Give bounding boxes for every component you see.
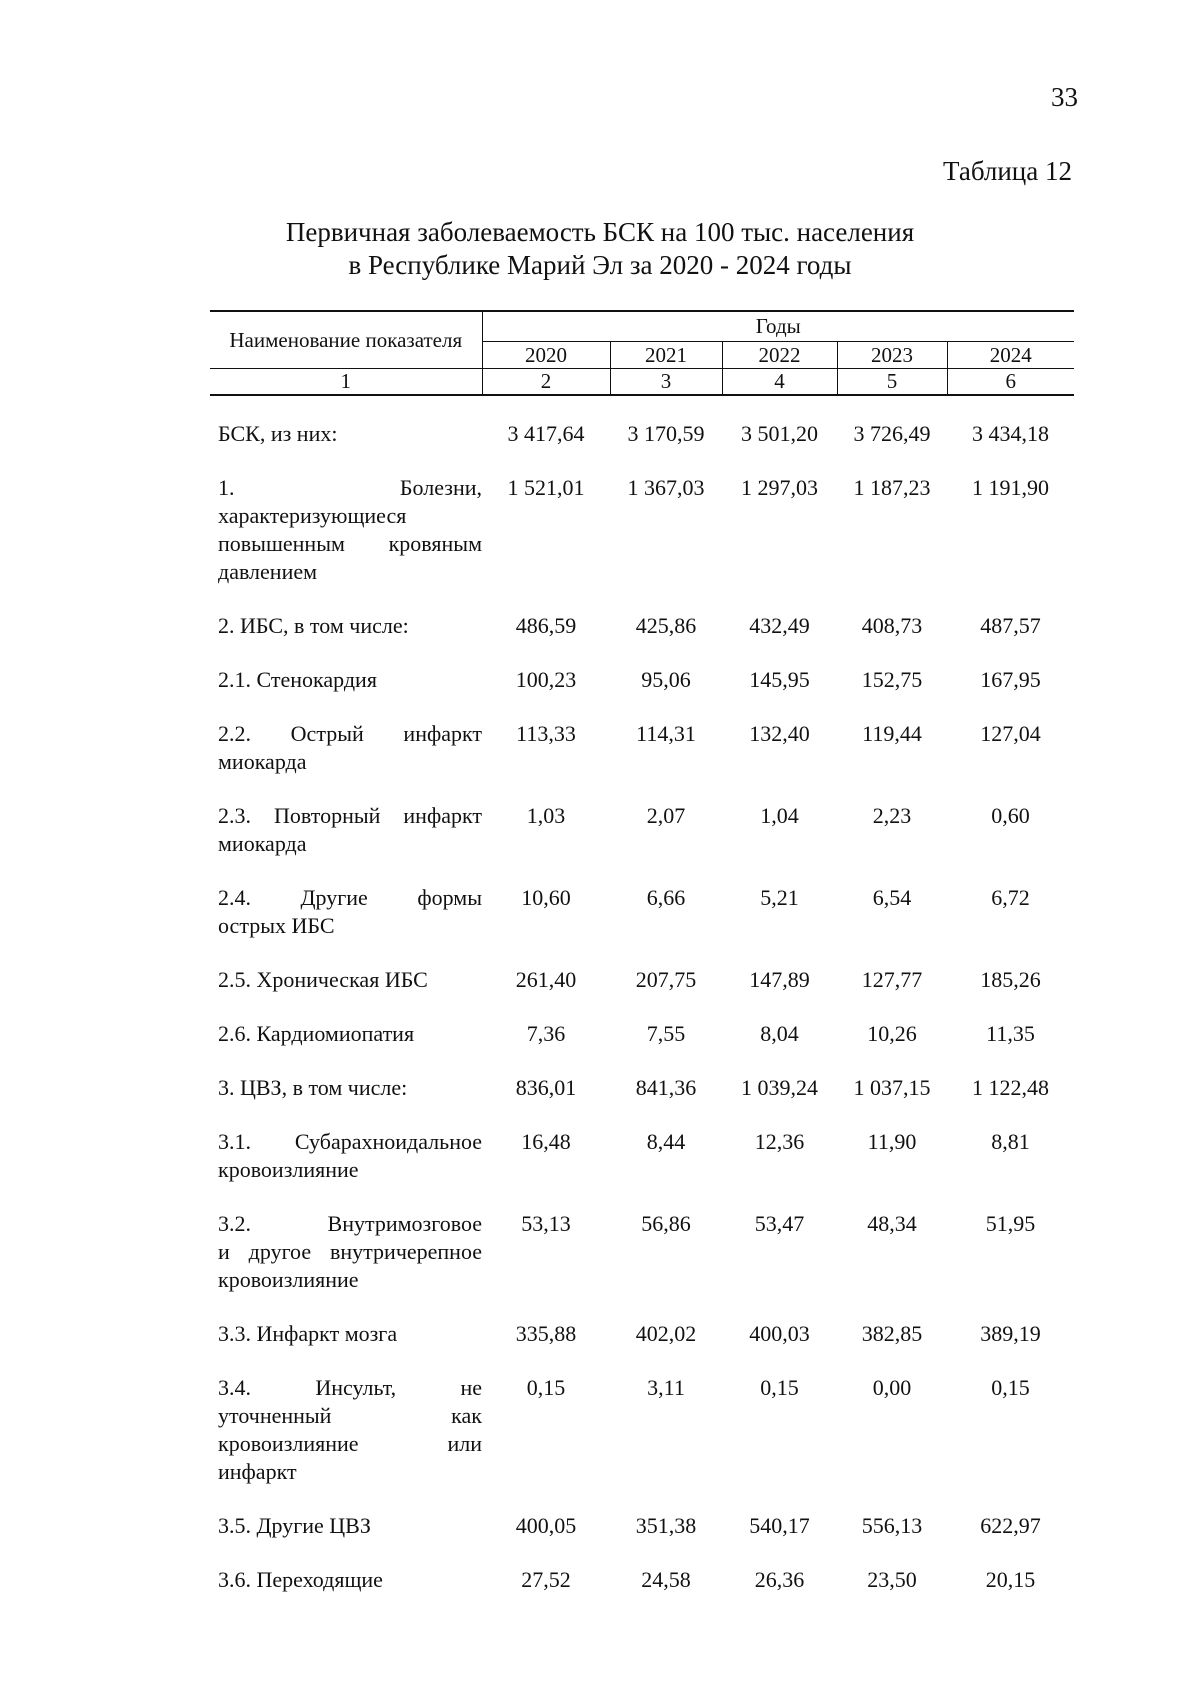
row-value-2024: 8,81 bbox=[991, 1129, 1030, 1154]
table-header bbox=[210, 310, 1074, 396]
row-value-2021: 841,36 bbox=[635, 1075, 697, 1100]
row-value-2020: 261,40 bbox=[515, 967, 577, 992]
row-value-2022: 540,17 bbox=[749, 1513, 810, 1538]
row-value-2021: 8,44 bbox=[646, 1129, 686, 1154]
row-value-2024: 487,57 bbox=[980, 613, 1041, 638]
row-value-2021: 1 367,03 bbox=[627, 475, 705, 500]
row-name bbox=[210, 720, 482, 776]
header-year-2024: 2024 bbox=[989, 342, 1032, 367]
table-row bbox=[210, 1320, 1074, 1348]
row-value-2020: 27,52 bbox=[521, 1567, 571, 1592]
row-value-2022: 147,89 bbox=[749, 967, 810, 992]
row-value-2023: 152,75 bbox=[861, 667, 923, 692]
row-value-2024: 20,15 bbox=[985, 1567, 1036, 1592]
row-value-2023: 119,44 bbox=[862, 721, 922, 746]
row-value-2023: 0,00 bbox=[872, 1375, 912, 1400]
row-name-line: характеризующиеся bbox=[218, 503, 407, 528]
row-value-2022: 8,04 bbox=[760, 1021, 799, 1046]
table-row bbox=[210, 1074, 1074, 1102]
row-value-2020: 53,13 bbox=[521, 1211, 571, 1236]
table-body bbox=[210, 420, 1074, 1620]
row-value-2024: 51,95 bbox=[985, 1211, 1036, 1236]
table-row bbox=[210, 474, 1074, 586]
row-value-2021: 402,02 bbox=[635, 1321, 697, 1346]
table-row bbox=[210, 1020, 1074, 1048]
row-name-line: 2.6. Кардиомиопатия bbox=[218, 1021, 415, 1046]
row-value-2022: 400,03 bbox=[749, 1321, 810, 1346]
header-year-2022: 2022 bbox=[722, 342, 837, 369]
row-value-2023: 10,26 bbox=[867, 1021, 917, 1046]
header-year-2021: 2021 bbox=[610, 342, 722, 369]
table-title-line2: в Республике Марий Эл за 2020 - 2024 годы bbox=[348, 250, 852, 280]
row-value-2024: 0,15 bbox=[991, 1375, 1030, 1400]
row-value-2024: 0,60 bbox=[991, 803, 1030, 828]
row-name-line: инфаркт bbox=[218, 1459, 297, 1484]
row-value-2023: 1 037,15 bbox=[853, 1075, 931, 1100]
row-value-2022: 1 297,03 bbox=[741, 475, 818, 500]
row-value-2024: 3 434,18 bbox=[972, 421, 1049, 446]
row-name-line: кровоизлияние или bbox=[218, 1431, 482, 1456]
row-name bbox=[210, 666, 482, 694]
row-name bbox=[210, 1074, 482, 1102]
row-name-line: острых ИБС bbox=[218, 913, 335, 938]
row-name-line: 2.4. Другие формы bbox=[218, 885, 482, 910]
row-name-line: 3.1. Субарахноидальное bbox=[218, 1129, 482, 1154]
row-value-2020: 0,15 bbox=[526, 1375, 566, 1400]
row-value-2023: 556,13 bbox=[861, 1513, 923, 1538]
row-name-line: 1. Болезни, bbox=[218, 475, 482, 500]
row-name bbox=[210, 1210, 482, 1294]
row-value-2024: 185,26 bbox=[980, 967, 1041, 992]
table-row bbox=[210, 1128, 1074, 1184]
row-value-2021: 24,58 bbox=[641, 1567, 691, 1592]
col-number-1: 1 bbox=[210, 369, 482, 396]
col-number-5: 5 bbox=[837, 369, 947, 396]
row-value-2020: 16,48 bbox=[521, 1129, 571, 1154]
row-name-line: 2. ИБС, в том числе: bbox=[218, 613, 409, 638]
row-value-2021: 114,31 bbox=[636, 721, 696, 746]
row-name-line: 3.2. Внутримозговое bbox=[218, 1211, 482, 1236]
table-row bbox=[210, 420, 1074, 448]
row-value-2023: 382,85 bbox=[861, 1321, 923, 1346]
row-value-2023: 1 187,23 bbox=[853, 475, 931, 500]
row-name bbox=[210, 474, 482, 586]
row-name bbox=[210, 1512, 482, 1540]
col-number-2: 2 bbox=[482, 369, 610, 396]
row-name-line: кровоизлияние bbox=[218, 1267, 359, 1292]
row-name-line: 3.3. Инфаркт мозга bbox=[218, 1321, 398, 1346]
row-value-2024: 622,97 bbox=[980, 1513, 1041, 1538]
table-row bbox=[210, 1374, 1074, 1486]
row-value-2023: 48,34 bbox=[867, 1211, 917, 1236]
row-name bbox=[210, 1128, 482, 1184]
row-value-2023: 127,77 bbox=[861, 967, 923, 992]
header-year-2020: 2020 bbox=[482, 342, 610, 369]
table-row bbox=[210, 966, 1074, 994]
table-row bbox=[210, 612, 1074, 640]
col-number-6: 6 bbox=[947, 369, 1074, 396]
row-value-2022: 432,49 bbox=[749, 613, 810, 638]
row-name-line: 2.5. Хроническая ИБС bbox=[218, 967, 428, 992]
row-name bbox=[210, 612, 482, 640]
row-value-2022: 12,36 bbox=[754, 1129, 805, 1154]
row-name-line: 2.3. Повторный инфаркт bbox=[218, 803, 482, 828]
row-name-line: уточненный как bbox=[218, 1403, 482, 1428]
row-name-line: 3. ЦВЗ, в том числе: bbox=[218, 1075, 408, 1100]
row-value-2022: 5,21 bbox=[760, 885, 799, 910]
row-name-line: БСК, из них: bbox=[218, 421, 338, 446]
row-name bbox=[210, 802, 482, 858]
row-value-2022: 26,36 bbox=[754, 1567, 805, 1592]
table-row bbox=[210, 1210, 1074, 1294]
header-name-column: Наименование показателя bbox=[210, 311, 482, 369]
table-row bbox=[210, 1512, 1074, 1540]
table-title-line1: Первичная заболеваемость БСК на 100 тыс. населения bbox=[285, 217, 915, 247]
row-name-line: миокарда bbox=[218, 831, 307, 856]
row-value-2020: 335,88 bbox=[515, 1321, 577, 1346]
row-value-2020: 836,01 bbox=[515, 1075, 577, 1100]
row-value-2023: 23,50 bbox=[867, 1567, 917, 1592]
row-value-2020: 3 417,64 bbox=[507, 421, 585, 446]
header-years-group: Годы bbox=[482, 311, 1074, 342]
row-value-2022: 1,04 bbox=[760, 803, 799, 828]
table-row bbox=[210, 1566, 1074, 1594]
row-value-2022: 1 039,24 bbox=[741, 1075, 818, 1100]
row-value-2021: 6,66 bbox=[646, 885, 686, 910]
row-value-2021: 351,38 bbox=[635, 1513, 697, 1538]
row-name bbox=[210, 1566, 482, 1594]
row-value-2024: 1 191,90 bbox=[972, 475, 1049, 500]
row-value-2024: 1 122,48 bbox=[972, 1075, 1049, 1100]
row-value-2021: 56,86 bbox=[641, 1211, 691, 1236]
row-name-line: повышенным кровяным bbox=[218, 531, 482, 556]
row-value-2021: 95,06 bbox=[641, 667, 691, 692]
row-value-2020: 1,03 bbox=[526, 803, 566, 828]
row-value-2020: 486,59 bbox=[515, 613, 577, 638]
row-name bbox=[210, 1020, 482, 1048]
row-value-2020: 100,23 bbox=[515, 667, 577, 692]
row-name bbox=[210, 1320, 482, 1348]
row-value-2021: 7,55 bbox=[646, 1021, 686, 1046]
row-value-2022: 0,15 bbox=[760, 1375, 799, 1400]
row-name-line: 3.5. Другие ЦВЗ bbox=[218, 1513, 371, 1538]
row-name bbox=[210, 1374, 482, 1486]
table-row bbox=[210, 884, 1074, 940]
row-value-2021: 3 170,59 bbox=[627, 421, 705, 446]
header-year-2023: 2023 bbox=[837, 342, 947, 369]
row-value-2024: 11,35 bbox=[986, 1021, 1035, 1046]
row-value-2021: 2,07 bbox=[646, 803, 686, 828]
row-value-2020: 1 521,01 bbox=[507, 475, 585, 500]
row-value-2024: 6,72 bbox=[991, 885, 1030, 910]
row-name-line: 3.4. Инсульт, не bbox=[218, 1375, 482, 1400]
row-value-2022: 53,47 bbox=[754, 1211, 805, 1236]
row-value-2020: 7,36 bbox=[526, 1021, 566, 1046]
row-value-2023: 6,54 bbox=[872, 885, 912, 910]
row-value-2020: 400,05 bbox=[515, 1513, 577, 1538]
row-name-line: и другое внутричерепное bbox=[218, 1239, 482, 1264]
row-value-2023: 2,23 bbox=[872, 803, 912, 828]
row-value-2020: 113,33 bbox=[516, 721, 576, 746]
row-name-line: 2.2. Острый инфаркт bbox=[218, 721, 482, 746]
col-number-4: 4 bbox=[722, 369, 837, 396]
row-name bbox=[210, 420, 482, 448]
row-value-2023: 11,90 bbox=[867, 1129, 917, 1154]
row-value-2024: 127,04 bbox=[980, 721, 1041, 746]
table-row bbox=[210, 802, 1074, 858]
row-name-line: 2.1. Стенокардия bbox=[218, 667, 377, 692]
row-name-line: миокарда bbox=[218, 749, 307, 774]
row-value-2022: 3 501,20 bbox=[741, 421, 818, 446]
col-number-3: 3 bbox=[610, 369, 722, 396]
row-value-2022: 145,95 bbox=[749, 667, 810, 692]
row-name bbox=[210, 966, 482, 994]
row-name bbox=[210, 884, 482, 940]
row-value-2021: 425,86 bbox=[635, 613, 697, 638]
row-value-2020: 10,60 bbox=[521, 885, 571, 910]
table-label: Таблица 12 bbox=[943, 156, 1072, 186]
table-row bbox=[210, 666, 1074, 694]
row-name-line: давлением bbox=[218, 559, 318, 584]
row-value-2024: 167,95 bbox=[980, 667, 1041, 692]
row-value-2021: 207,75 bbox=[635, 967, 697, 992]
row-value-2022: 132,40 bbox=[749, 721, 810, 746]
row-value-2024: 389,19 bbox=[980, 1321, 1041, 1346]
row-value-2021: 3,11 bbox=[647, 1375, 685, 1400]
row-value-2023: 3 726,49 bbox=[853, 421, 931, 446]
page-number: 33 bbox=[1051, 82, 1078, 112]
row-name-line: кровоизлияние bbox=[218, 1157, 359, 1182]
row-name-line: 3.6. Переходящие bbox=[218, 1567, 383, 1592]
table-row bbox=[210, 720, 1074, 776]
row-value-2023: 408,73 bbox=[861, 613, 923, 638]
